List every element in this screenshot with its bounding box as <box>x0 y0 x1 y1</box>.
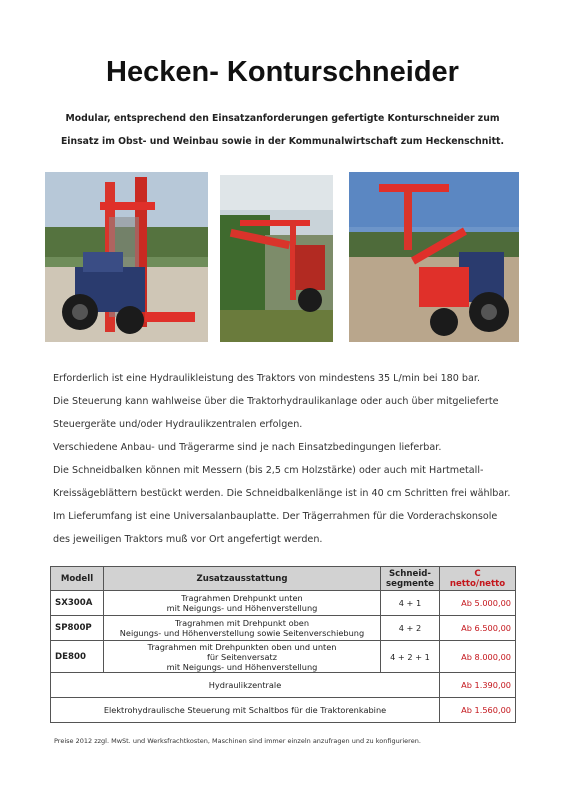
price-table <box>50 566 516 723</box>
table-row <box>51 616 516 641</box>
header-price-symbol: C <box>474 568 481 579</box>
paragraph-hydraulic-requirement: Erforderlich ist eine Hydraulikleistung des Traktors von mindestens 35 L/min bei 180 bar. <box>53 373 481 384</box>
price-cell: Ab 6.500,00 <box>440 616 516 641</box>
paragraph-blades-2: Kreissägeblättern bestückt werden. Die Schneidbalkenlänge ist in 40 cm Schritten frei wählbar. <box>53 488 511 499</box>
footnote: Preise 2012 zzgl. MwSt. und Werksfrachtkosten, Maschinen sind immer einzeln anzufragen und zu konfigurieren. <box>54 737 421 745</box>
equipment-line: für Seitenversatz <box>206 651 278 662</box>
equipment-line: mit Neigungs- und Höhenverstellung <box>166 603 318 613</box>
equipment-line: Tragrahmen Drehpunkt unten <box>181 593 303 603</box>
model-cell: SX300A <box>51 591 104 616</box>
equipment-line: Tragrahmen mit Drehpunkt oben <box>174 618 310 628</box>
equipment-line: Tragrahmen mit Drehpunkten oben und unten <box>147 641 337 652</box>
photo-tractor-hedge <box>220 175 333 342</box>
header-price <box>440 567 516 591</box>
paragraph-scope-2: des jeweiligen Traktors muß vor Ort angefertigt werden. <box>53 534 323 545</box>
segments-cell: 4 + 2 <box>381 616 440 641</box>
page-title: Hecken- Konturschneider <box>106 56 459 88</box>
header-equipment: Zusatzausstattung <box>104 567 381 591</box>
paragraph-control-2: Steuergeräte und/oder Hydraulikzentralen erfolgen. <box>53 419 303 430</box>
intro-line-1: Modular, entsprechend den Einsatzanforderungen gefertigte Konturschneider zum <box>65 113 500 124</box>
segments-cell: 4 + 1 <box>381 591 440 616</box>
paragraph-arms: Verschiedene Anbau- und Trägerarme sind je nach Einsatzbedingungen lieferbar. <box>53 442 442 453</box>
header-segments <box>381 567 440 591</box>
photo-blue-tractor-trimmer <box>45 172 208 342</box>
header-price-label: netto/netto <box>449 578 506 589</box>
price-cell: Ab 8.000,00 <box>440 641 516 673</box>
paragraph-scope-1: Im Lieferumfang ist eine Universalanbauplatte. Der Trägerrahmen für die Vorderachskonsole <box>53 511 498 522</box>
model-cell: DE800 <box>51 641 104 673</box>
equipment-line: mit Neigungs- und Höhenverstellung <box>166 661 318 672</box>
equipment-cell <box>104 616 381 641</box>
intro-line-2: Einsatz im Obst- und Weinbau sowie in der Kommunalwirtschaft zum Heckenschnitt. <box>60 136 505 147</box>
equipment-cell <box>104 641 381 673</box>
header-segments-line-2: segmente <box>386 578 434 589</box>
extra-price-cell: Ab 1.560,00 <box>440 698 516 723</box>
header-segments-line-1: Schneid- <box>388 568 431 579</box>
extra-price-cell: Ab 1.390,00 <box>440 673 516 698</box>
photo-orchard-tractor-arm <box>349 172 519 342</box>
table-row <box>51 641 516 673</box>
table-row-extra <box>51 673 516 698</box>
table-row <box>51 591 516 616</box>
extra-label-cell: Elektrohydraulische Steuerung mit Schaltbos für die Traktorenkabine <box>51 698 440 723</box>
header-model: Modell <box>51 567 104 591</box>
segments-cell: 4 + 2 + 1 <box>381 641 440 673</box>
paragraph-control-1: Die Steuerung kann wahlweise über die Traktorhydraulikanlage oder auch über mitgelieferte <box>53 396 499 407</box>
equipment-cell <box>104 591 381 616</box>
paragraph-blades-1: Die Schneidbalken können mit Messern (bis 2,5 cm Holzstärke) oder auch mit Hartmetall- <box>53 465 484 476</box>
model-cell: SP800P <box>51 616 104 641</box>
extra-label-cell: Hydraulikzentrale <box>51 673 440 698</box>
equipment-line: Neigungs- und Höhenverstellung sowie Seitenverschiebung <box>119 628 365 638</box>
price-cell: Ab 5.000,00 <box>440 591 516 616</box>
table-header-row <box>51 567 516 591</box>
table-row-extra <box>51 698 516 723</box>
